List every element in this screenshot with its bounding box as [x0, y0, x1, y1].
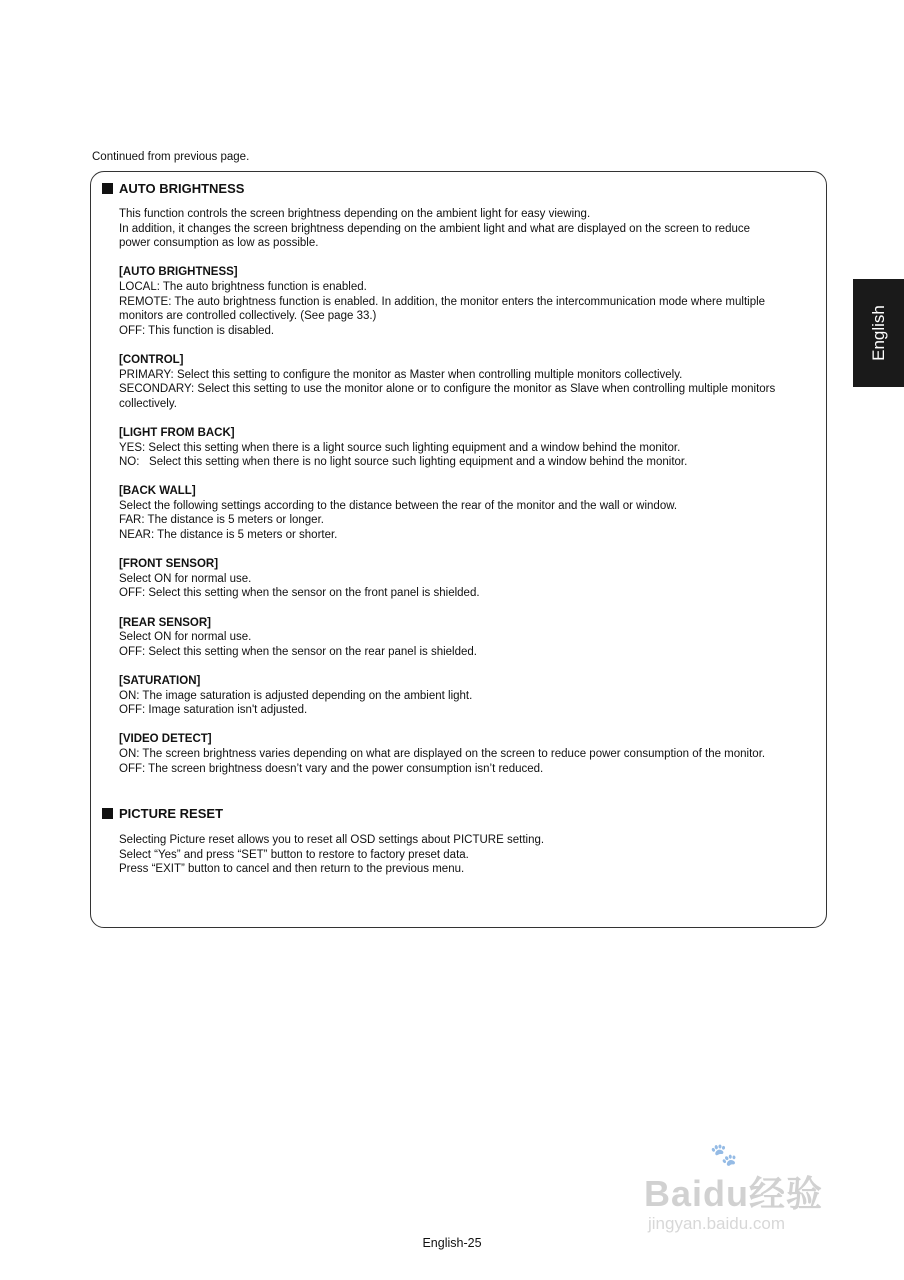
setting-line: FAR: The distance is 5 meters or longer.: [119, 514, 324, 527]
setting-line: YES: Select this setting when there is a light source such lighting equipment and a window behind the monitor.: [119, 441, 681, 454]
section-title-text: AUTO BRIGHTNESS: [119, 181, 245, 196]
watermark: [640, 1142, 850, 1242]
auto-brightness-body: [119, 207, 779, 776]
reset-line: Selecting Picture reset allows you to reset all OSD settings about PICTURE setting.: [119, 834, 545, 846]
language-side-tab: [853, 279, 904, 387]
setting-line: NO: Select this setting when there is no light source such lighting equipment and a window behind the monitor.: [119, 456, 688, 469]
section-title-auto-brightness: [102, 181, 244, 196]
setting-video-detect: [119, 732, 779, 776]
setting-line: Select ON for normal use.: [119, 572, 252, 585]
setting-control: [119, 353, 779, 411]
square-bullet-icon: [102, 183, 113, 194]
setting-light-from-back: [119, 426, 779, 470]
setting-heading: [LIGHT FROM BACK]: [119, 426, 235, 439]
setting-line: OFF: The screen brightness doesn’t vary and the power consumption isn’t reduced.: [119, 762, 544, 775]
setting-heading: [BACK WALL]: [119, 485, 196, 498]
setting-line: REMOTE: The auto brightness function is enabled. In addition, the monitor enters the intercommunication mode where multiple monitors are controlled collectively. (See page 33.): [119, 295, 766, 323]
setting-line: Select ON for normal use.: [119, 631, 252, 644]
setting-line: PRIMARY: Select this setting to configure the monitor as Master when controlling multiple monitors collectively.: [119, 368, 683, 381]
setting-saturation: [119, 674, 779, 718]
setting-auto-brightness: [119, 265, 779, 338]
setting-front-sensor: [119, 557, 779, 601]
setting-heading: [VIDEO DETECT]: [119, 733, 212, 746]
setting-line: OFF: Select this setting when the sensor on the rear panel is shielded.: [119, 645, 477, 658]
setting-line: ON: The screen brightness varies depending on what are displayed on the screen to reduce power consumption of the monitor.: [119, 747, 766, 760]
reset-line: Select “Yes” and press “SET” button to restore to factory preset data.: [119, 848, 469, 861]
setting-back-wall: [119, 484, 779, 542]
section-title-picture-reset: [102, 806, 223, 821]
intro-line: In addition, it changes the screen brightness depending on the ambient light and what are displayed on the screen to reduce power consumption as low as possible.: [119, 222, 751, 250]
watermark-url: jingyan.baidu.com: [648, 1214, 786, 1233]
setting-line: ON: The image saturation is adjusted depending on the ambient light.: [119, 689, 473, 702]
language-tab-label: English: [868, 305, 888, 361]
setting-line: Select the following settings according to the distance between the rear of the monitor and the wall or window.: [119, 499, 678, 512]
intro-line: This function controls the screen brightness depending on the ambient light for easy viewing.: [119, 208, 591, 220]
setting-line: OFF: This function is disabled.: [119, 324, 275, 337]
setting-heading: [REAR SENSOR]: [119, 616, 212, 629]
setting-rear-sensor: [119, 616, 779, 660]
page-number: English-25: [422, 1236, 482, 1250]
setting-line: LOCAL: The auto brightness function is enabled.: [119, 280, 367, 293]
setting-heading: [CONTROL]: [119, 353, 184, 366]
watermark-logo: Baidu经验: [644, 1173, 824, 1214]
setting-line: NEAR: The distance is 5 meters or shorter.: [119, 529, 338, 542]
setting-heading: [AUTO BRIGHTNESS]: [119, 266, 238, 279]
reset-line: Press “EXIT” button to cancel and then return to the previous menu.: [119, 863, 465, 876]
picture-reset-body: [119, 833, 779, 877]
square-bullet-icon: [102, 808, 113, 819]
setting-heading: [SATURATION]: [119, 675, 201, 687]
section-title-text: PICTURE RESET: [119, 806, 224, 821]
setting-line: OFF: Select this setting when the sensor on the front panel is shielded.: [119, 587, 480, 600]
paw-icon: 🐾: [710, 1142, 738, 1167]
setting-line: OFF: Image saturation isn't adjusted.: [119, 704, 308, 717]
continued-note: Continued from previous page.: [92, 151, 250, 163]
setting-line: SECONDARY: Select this setting to use the monitor alone or to configure the monitor as Slave when controlling multiple monitors collectively.: [119, 383, 776, 410]
setting-heading: [FRONT SENSOR]: [119, 558, 219, 571]
